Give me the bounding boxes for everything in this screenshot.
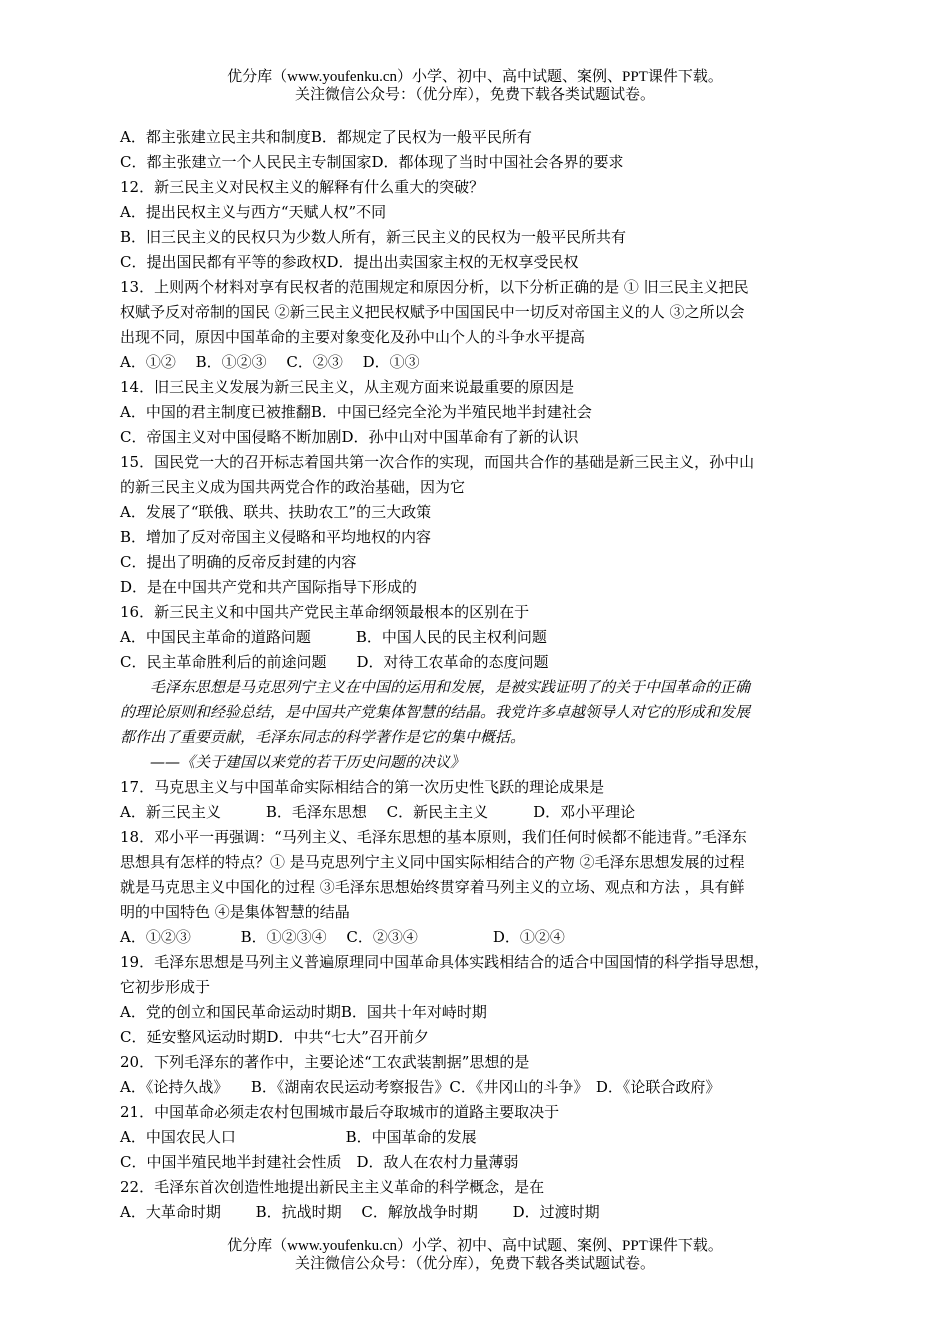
footer-line-2: 关注微信公众号：（优分库），免费下载各类试题试卷。	[294, 1256, 655, 1272]
text-line: C．中国半殖民地半封建社会性质 D．敌人在农村力量薄弱	[120, 1153, 519, 1171]
text-line: A．中国农民人口 B．中国革命的发展	[120, 1128, 477, 1146]
text-line: A．都主张建立民主共和制度B．都规定了民权为一般平民所有	[120, 128, 532, 146]
text-line: 它初步形成于	[120, 978, 211, 996]
text-line: 的新三民主义成为国共两党合作的政治基础，因为它	[120, 478, 466, 496]
question-12: 12．新三民主义对民权主义的解释有什么重大的突破？	[120, 178, 485, 196]
text-line: A．党的创立和国民革命运动时期B．国共十年对峙时期	[120, 1003, 487, 1021]
text-line: C．提出国民都有平等的参政权D．提出出卖国家主权的无权享受民权	[120, 253, 579, 271]
question-18: 18．邓小平一再强调：“马列主义、毛泽东思想的基本原则，我们任何时候都不能违背。”毛泽东	[120, 828, 747, 846]
question-22: 22．毛泽东首次创造性地提出新民主主义革命的科学概念，是在	[120, 1178, 545, 1196]
page-header	[0, 68, 950, 104]
text-line: A．发展了“联俄、联共、扶助农工”的三大政策	[120, 503, 432, 521]
document-body	[120, 125, 840, 1225]
question-14: 14．旧三民主义发展为新三民主义，从主观方面来说最重要的原因是	[120, 378, 575, 396]
question-13: 13．上则两个材料对享有民权者的范围规定和原因分析，以下分析正确的是 ① 旧三民主义把民	[120, 278, 749, 296]
text-line: 思想具有怎样的特点？① 是马克思列宁主义同中国实际相结合的产物 ②毛泽东思想发展的过程	[120, 853, 745, 871]
text-line: A．①② B．①②③ C．②③ D．①③	[120, 353, 420, 371]
quote-line: 毛泽东思想是马克思列宁主义在中国的运用和发展，是被实践证明了的关于中国革命的正确	[150, 678, 751, 696]
quote-line: 都作出了重要贡献，毛泽东同志的科学著作是它的集中概括。	[120, 728, 526, 746]
question-17: 17．马克思主义与中国革命实际相结合的第一次历史性飞跃的理论成果是	[120, 778, 605, 796]
header-line-1: 优分库（www.youfenku.cn）小学、初中、高中试题、案例、PPT课件下载。	[227, 69, 723, 85]
question-21: 21．中国革命必须走农村包围城市最后夺取城市的道路主要取决于	[120, 1103, 560, 1121]
text-line: C．帝国主义对中国侵略不断加剧D．孙中山对中国革命有了新的认识	[120, 428, 579, 446]
text-line: C．提出了明确的反帝反封建的内容	[120, 553, 357, 571]
text-line: A．《论持久战》 B．《湖南农民运动考察报告》C．《井冈山的斗争》 D．《论联合政府》	[120, 1078, 721, 1096]
text-line: 明的中国特色 ④是集体智慧的结晶	[120, 903, 350, 921]
question-19: 19．毛泽东思想是马列主义普遍原理同中国革命具体实践相结合的适合中国国情的科学指导思想，	[120, 953, 770, 971]
text-line: A．大革命时期 B．抗战时期 C．解放战争时期 D．过渡时期	[120, 1203, 600, 1221]
quote-source: ——《关于建国以来党的若干历史问题的决议》	[150, 753, 466, 771]
text-line: A．新三民主义 B．毛泽东思想 C．新民主主义 D．邓小平理论	[120, 803, 636, 821]
quote-line: 的理论原则和经验总结，是中国共产党集体智慧的结晶。我党许多卓越领导人对它的形成和发展	[120, 703, 751, 721]
text-line: C．延安整风运动时期D．中共“七大”召开前夕	[120, 1028, 429, 1046]
question-20: 20．下列毛泽东的著作中，主要论述“工农武装割据”思想的是	[120, 1053, 530, 1071]
text-line: A．①②③ B．①②③④ C．②③④ D．①②④	[120, 928, 565, 946]
question-16: 16．新三民主义和中国共产党民主革命纲领最根本的区别在于	[120, 603, 530, 621]
text-line: C．都主张建立一个人民民主专制国家D．都体现了当时中国社会各界的要求	[120, 153, 624, 171]
text-line: 权赋予反对帝制的国民 ②新三民主义把民权赋予中国国民中一切反对帝国主义的人 ③之所以会	[120, 303, 745, 321]
text-line: 就是马克思主义中国化的过程 ③毛泽东思想始终贯穿着马列主义的立场、观点和方法 ，具有鲜	[120, 878, 745, 896]
text-line: A．提出民权主义与西方“天赋人权”不同	[120, 203, 387, 221]
text-line: 出现不同，原因中国革命的主要对象变化及孙中山个人的斗争水平提高	[120, 328, 586, 346]
text-line: B．增加了反对帝国主义侵略和平均地权的内容	[120, 528, 432, 546]
text-line: A．中国民主革命的道路问题 B．中国人民的民主权利问题	[120, 628, 547, 646]
header-line-2: 关注微信公众号：（优分库），免费下载各类试题试卷。	[294, 87, 655, 103]
text-line: B．旧三民主义的民权只为少数人所有，新三民主义的民权为一般平民所共有	[120, 228, 627, 246]
text-line: D．是在中国共产党和共产国际指导下形成的	[120, 578, 418, 596]
page-footer	[0, 1237, 950, 1273]
text-line: A．中国的君主制度已被推翻B．中国已经完全沦为半殖民地半封建社会	[120, 403, 592, 421]
footer-line-1: 优分库（www.youfenku.cn）小学、初中、高中试题、案例、PPT课件下载。	[227, 1238, 723, 1254]
question-15: 15．国民党一大的召开标志着国共第一次合作的实现，而国共合作的基础是新三民主义，孙中山	[120, 453, 755, 471]
text-line: C．民主革命胜利后的前途问题 D．对待工农革命的态度问题	[120, 653, 549, 671]
